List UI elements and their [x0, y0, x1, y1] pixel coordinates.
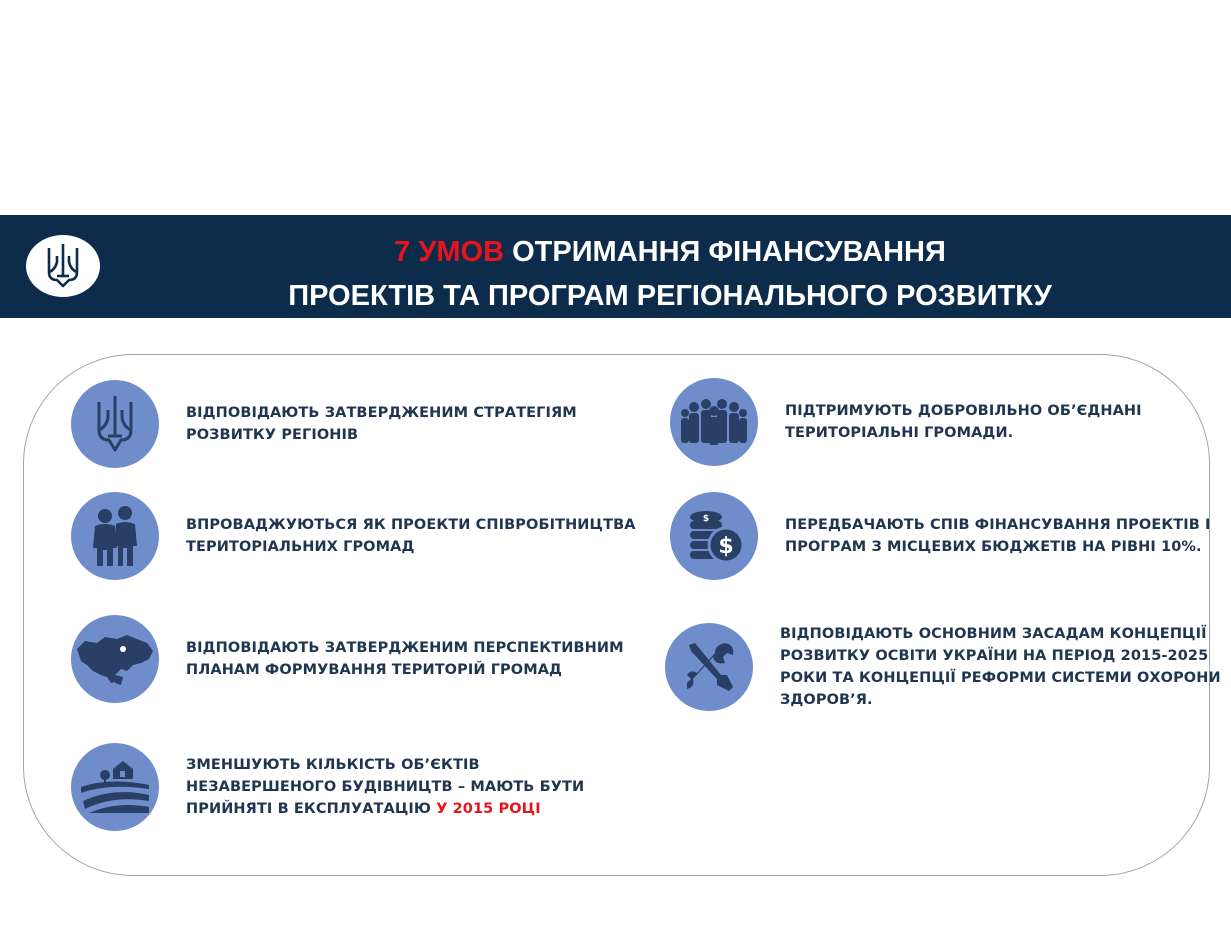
condition-text-line: ТЕРИТОРІАЛЬНІ ГРОМАДИ. — [785, 425, 1014, 441]
condition-text-line: РОЗВИТКУ РЕГІОНІВ — [186, 427, 359, 443]
condition-text — [780, 623, 1221, 711]
condition-text-line: ВІДПОВІДАЮТЬ ЗАТВЕРДЖЕНИМ ПЕРСПЕКТИВНИМ — [186, 640, 624, 656]
condition-icon-circle — [71, 492, 159, 580]
condition-text — [186, 402, 577, 446]
title-accent: 7 УМОВ — [394, 236, 505, 268]
condition-text-line: ПЛАНАМ ФОРМУВАННЯ ТЕРИТОРІЙ ГРОМАД — [186, 662, 563, 678]
svg-text:$: $ — [702, 514, 710, 524]
condition-text-line: ВПРОВАДЖУЮТЬСЯ ЯК ПРОЕКТИ СПІВРОБІТНИЦТВА — [186, 517, 636, 533]
condition-text — [785, 400, 1142, 444]
ukraine-map-icon — [75, 631, 155, 687]
trident-icon — [93, 394, 137, 454]
condition-united-communities — [670, 378, 1142, 466]
condition-cooperation — [71, 492, 636, 580]
title-line1-rest: ОТРИМАННЯ ФІНАНСУВАННЯ — [504, 236, 946, 268]
condition-text — [186, 514, 636, 558]
condition-text-line: ПІДТРИМУЮТЬ ДОБРОВІЛЬНО ОБ’ЄДНАНІ — [785, 403, 1142, 419]
condition-text — [785, 514, 1211, 558]
condition-icon-circle — [665, 623, 753, 711]
condition-text-part: ПРИЙНЯТІ В ЕКСПЛУАТАЦІЮ — [186, 801, 437, 817]
emblem-badge — [26, 235, 100, 297]
condition-text-line: ЗДОРОВ’Я. — [780, 692, 873, 708]
condition-icon-circle — [71, 743, 159, 831]
condition-text-line — [186, 798, 584, 820]
coins-dollar-icon — [684, 507, 744, 565]
condition-text — [186, 754, 584, 820]
landscape-house-icon — [79, 757, 151, 817]
title-line-1 — [150, 230, 1190, 274]
condition-unfinished-construction — [71, 743, 584, 831]
condition-text-line: РОЗВИТКУ ОСВІТИ УКРАЇНИ НА ПЕРІОД 2015-2025 — [780, 648, 1209, 664]
condition-icon-circle — [71, 615, 159, 703]
title-line-2: ПРОЕКТІВ ТА ПРОГРАМ РЕГІОНАЛЬНОГО РОЗВИТКУ — [288, 280, 1052, 312]
condition-text-line: ВІДПОВІДАЮТЬ ЗАТВЕРДЖЕНИМ СТРАТЕГІЯМ — [186, 405, 577, 421]
condition-perspective-plans — [71, 615, 624, 703]
people-group-icon — [681, 397, 747, 447]
svg-text:$: $ — [718, 534, 734, 559]
condition-text-line: ВІДПОВІДАЮТЬ ОСНОВНИМ ЗАСАДАМ КОНЦЕПЦІЇ — [780, 626, 1207, 642]
page-title — [150, 230, 1190, 318]
condition-icon-circle — [670, 492, 758, 580]
tools-icon — [681, 639, 737, 695]
year-highlight: У 2015 РОЦІ — [436, 801, 541, 817]
condition-icon-circle — [670, 378, 758, 466]
condition-icon-circle — [71, 380, 159, 468]
condition-text-line: ТЕРИТОРІАЛЬНИХ ГРОМАД — [186, 539, 415, 555]
condition-text-line: ПРОГРАМ З МІСЦЕВИХ БЮДЖЕТІВ НА РІВНІ 10%. — [785, 539, 1202, 555]
condition-text-line: НЕЗАВЕРШЕНОГО БУДІВНИЦТВ – МАЮТЬ БУТИ — [186, 779, 585, 795]
trident-icon — [43, 242, 83, 290]
condition-text-line: ПЕРЕДБАЧАЮТЬ СПІВ ФІНАНСУВАННЯ ПРОЕКТІВ І — [785, 517, 1211, 533]
condition-cofinancing — [670, 492, 1211, 580]
condition-text-line: ЗМЕНШУЮТЬ КІЛЬКІСТЬ ОБ’ЄКТІВ — [186, 757, 480, 773]
condition-concepts — [665, 623, 1221, 711]
couple-icon — [87, 504, 143, 568]
condition-text — [186, 637, 624, 681]
condition-text-line: РОКИ ТА КОНЦЕПЦІЇ РЕФОРМИ СИСТЕМИ ОХОРОНИ — [780, 670, 1221, 686]
condition-strategies — [71, 380, 577, 468]
